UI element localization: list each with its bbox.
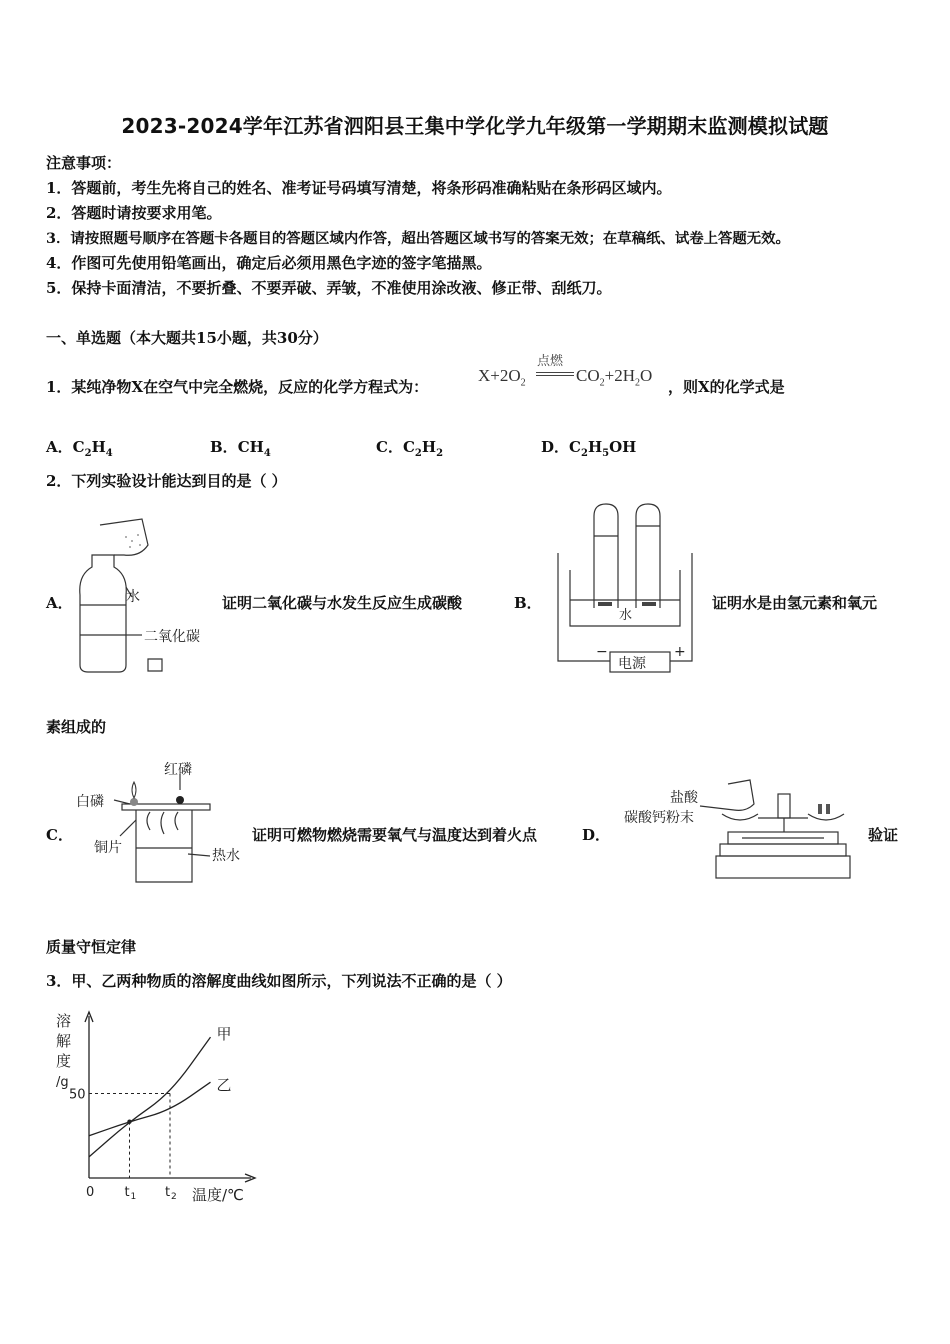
equation-double-line-bottom [536, 375, 574, 376]
y-tick-label: 50 [69, 1087, 86, 1103]
notice-heading: 注意事项： [46, 154, 122, 172]
combustion-figure [70, 760, 255, 890]
label-power: 电源 [618, 656, 646, 672]
q2-option-d-text-cont: 质量守恒定律 [46, 938, 137, 956]
label-acid: 盐酸 [670, 790, 698, 806]
label-water: 水 [126, 589, 140, 605]
q1-option-c[interactable]: C．$C_2H_2$ [376, 438, 444, 459]
q1-option-b[interactable]: B．$CH_4$ [210, 438, 271, 459]
notice-item-1: 1．答题前，考生先将自己的姓名、准考证号码填写清楚，将条形码准确粘贴在条形码区域内。 [46, 179, 672, 197]
q2-option-b-text-cont: 素组成的 [46, 718, 107, 736]
series-label-2: 乙 [216, 1076, 232, 1095]
notice-item-5: 5．保持卡面清洁，不要折叠、不要弄破、弄皱，不准使用涂改液、修正带、刮纸刀。 [46, 279, 612, 297]
q1-option-d[interactable]: D．$C_2H_5OH$ [541, 438, 637, 459]
q2-stem: 2．下列实验设计能达到目的是（ ） [46, 472, 287, 490]
page-title: 2023-2024学年江苏省泗阳县王集中学化学九年级第一学期期末监测模拟试题 [121, 114, 829, 138]
notice-item-3: 3．请按照题号顺序在答题卡各题目的答题区域内作答，超出答题区域书写的答案无效；在草稿纸、试卷上答题无效。 [46, 230, 790, 247]
q1-option-a[interactable]: A．$C_2H_4$ [46, 438, 113, 459]
notice-item-4: 4．作图可先使用铅笔画出，确定后必须用黑色字迹的签字笔描黑。 [46, 254, 492, 272]
label-co2: 二氧化碳 [144, 629, 200, 645]
q2-option-d-text: 验证 [868, 826, 899, 844]
label-copper: 铜片 [94, 840, 122, 856]
ylabel-char-2: 解 [56, 1032, 72, 1050]
label-water-b: 水 [619, 608, 633, 623]
co2-bottle-figure [70, 515, 230, 680]
ylabel-char-3: 度 [56, 1052, 72, 1070]
label-red-p: 红磷 [164, 762, 192, 778]
origin-label: 0 [86, 1185, 95, 1200]
notice-item-2: 2．答题时请按要求用笔。 [46, 204, 222, 222]
ylabel-unit: /g [56, 1075, 69, 1090]
q2-option-a-label[interactable]: A． [46, 594, 73, 612]
series-line-1 [89, 1037, 211, 1157]
electrolysis-figure [550, 498, 700, 678]
q1-equation-right: $CO_2+2H_2O$ [576, 366, 653, 389]
q2-option-b-label[interactable]: B． [514, 594, 542, 612]
series-line-2 [89, 1082, 211, 1136]
label-plus: + [674, 644, 686, 660]
x-tick-sub-2: 2 [171, 1192, 177, 1202]
q3-stem: 3．甲、乙两种物质的溶解度曲线如图所示，下列说法不正确的是（ ） [46, 972, 512, 990]
equation-double-line-top [536, 372, 574, 373]
q1-stem-after: ，则X的化学式是 [668, 378, 785, 396]
ylabel-char-1: 溶 [56, 1012, 72, 1030]
q2-option-c-label[interactable]: C． [46, 826, 73, 844]
q1-stem: 1．某纯净物X在空气中完全燃烧，反应的化学方程式为： [46, 378, 429, 396]
label-white-p: 白磷 [76, 794, 104, 810]
x-axis-label: 温度/℃ [192, 1186, 244, 1204]
label-caco3: 碳酸钙粉末 [624, 810, 694, 826]
q1-equation-condition: 点燃 [537, 354, 564, 369]
section-heading: 一、单选题（本大题共15小题，共30分） [46, 329, 328, 347]
balance-figure [618, 770, 863, 885]
x-tick-label-2: t [165, 1185, 171, 1200]
series-label-1: 甲 [216, 1025, 232, 1044]
x-tick-sub-1: 1 [130, 1192, 137, 1202]
x-tick-label-1: t [124, 1185, 130, 1200]
q2-option-d-label[interactable]: D． [582, 826, 611, 844]
label-minus: − [596, 644, 608, 660]
q2-option-b-text: 证明水是由氢元素和氧元 [712, 594, 878, 612]
q2-option-c-text: 证明可燃物燃烧需要氧气与温度达到着火点 [252, 826, 538, 844]
q2-option-a-text: 证明二氧化碳与水发生反应生成碳酸 [222, 594, 463, 612]
q1-equation-left: $X+2O_2$ [478, 366, 526, 389]
solubility-chart [46, 1006, 276, 1216]
label-hot-water: 热水 [212, 848, 240, 864]
